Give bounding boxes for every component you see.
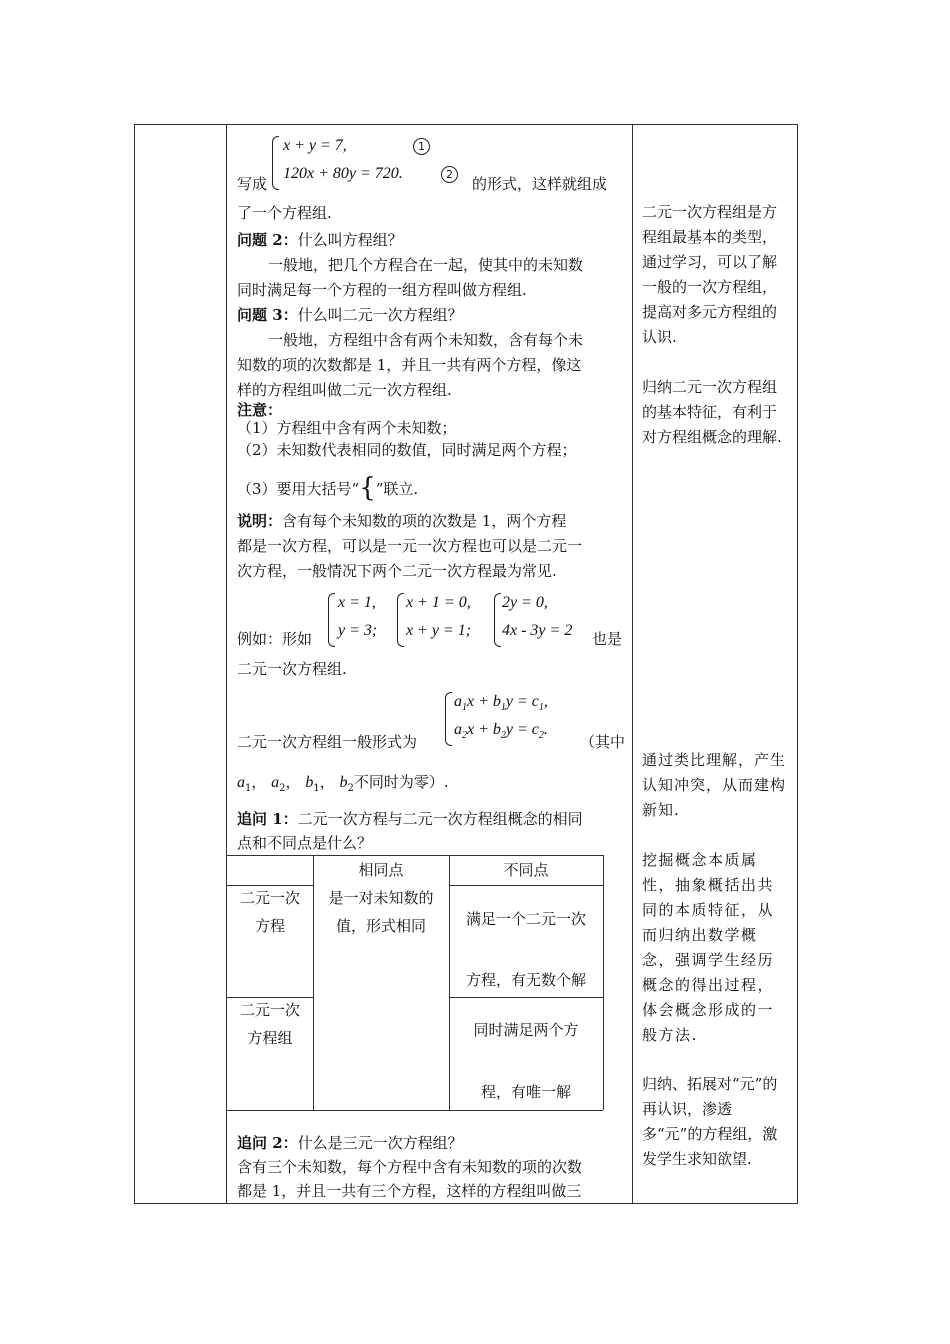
general-form-prefix: 二元一次方程组一般形式为	[237, 733, 418, 751]
header-diff: 不同点	[503, 861, 549, 879]
question-2-label: 问题 2：	[237, 231, 298, 249]
definition-2-line-1: 一般地，方程组中含有两个未知数，含有每个未	[268, 331, 584, 349]
example-suffix: 也是	[592, 630, 623, 648]
follow-up-1-label: 追问 1：	[237, 810, 298, 828]
design-note-3: 通过类比理解，产生认知冲突，从而建构新知.	[642, 751, 787, 819]
example-3-eq-a: 2y = 0,	[502, 594, 548, 611]
text-form-line2: 了一个方程组.	[237, 204, 332, 222]
table-rule	[603, 855, 604, 1110]
explanation-line-3: 次方程，一般情况下两个二元一次方程最为常见.	[237, 562, 557, 580]
row-1-label-b: 方程	[254, 917, 285, 935]
row-2-diff-a: 同时满足两个方	[473, 1021, 579, 1039]
follow-up-2: 追问 2：什么是三元一次方程组？	[237, 1134, 463, 1152]
note-label: 注意：	[237, 401, 283, 419]
note-3-a: （3）要用大括号“	[237, 480, 360, 498]
definition-1-line-2: 同时满足每一个方程的一组方程叫做方程组.	[237, 281, 527, 299]
row-1-label-a: 二元一次	[239, 889, 300, 907]
brace	[272, 136, 279, 190]
row-1-diff-a: 满足一个二元一次	[465, 910, 586, 928]
general-form-suffix: （其中	[580, 733, 626, 751]
design-note-1: 二元一次方程组是方程组最基本的类型，通过学习，可以了解一般的一次方程组，提高对多元方程组的认识.	[642, 203, 778, 346]
example-2-eq-a: x + 1 = 0,	[406, 594, 471, 611]
definition-2-line-3: 样的方程组叫做二元一次方程组.	[237, 381, 452, 399]
follow-up-2-line-2: 都是 1，并且一共有三个方程，这样的方程组叫做三	[237, 1182, 582, 1200]
question-3-text: 什么叫二元一次方程组？	[297, 306, 463, 324]
example-1-eq-b: y = 3;	[338, 622, 378, 639]
explanation-label: 说明：	[237, 512, 283, 530]
follow-up-2-line-1: 含有三个未知数，每个方程中含有未知数的项的次数	[237, 1158, 583, 1176]
general-form-eq-1: $a_1x + b_1y = c_1$,	[454, 693, 548, 714]
note-3	[237, 473, 419, 503]
general-form-eq-2: $a_2x + b_2y = c_2$.	[454, 721, 548, 742]
question-3-label: 问题 3：	[237, 306, 298, 324]
design-note-5: 归纳、拓展对“元”的再认识，渗透多“元”的方程组，激发学生求知欲望.	[642, 1075, 778, 1168]
example-1-eq-a: x = 1,	[338, 594, 376, 611]
example-3-eq-b: 4x - 3y = 2	[502, 622, 573, 639]
table-rule	[227, 1110, 603, 1111]
same-text-b: 值，形式相同	[335, 917, 426, 935]
brace	[397, 593, 404, 647]
row-1-diff-b: 方程，有无数个解	[465, 971, 586, 989]
row-2-label-b: 方程组	[247, 1029, 293, 1047]
design-note-2: 归纳二元一次方程组的基本特征，有利于对方程组概念的理解.	[642, 378, 782, 446]
note-3-b: ”联立.	[375, 480, 419, 498]
explanation-text: 含有每个未知数的项的次数是 1，两个方程	[282, 512, 567, 530]
brace	[494, 593, 501, 647]
equation-2: 120x + 80y = 720.	[283, 165, 403, 182]
follow-up-2-label: 追问 2：	[237, 1134, 298, 1152]
circled-number-2: 2	[441, 166, 458, 183]
coefficients-line: $a_1$， $a_2$， $b_1$， $b_2$不同时为零）.	[237, 773, 449, 794]
circled-number-1: 1	[413, 138, 430, 155]
follow-up-1-line-1: 追问 1：二元一次方程与二元一次方程组概念的相同	[237, 810, 583, 828]
table-rule	[449, 997, 603, 998]
brace-glyph: {	[359, 473, 376, 503]
column-divider-2	[632, 124, 633, 1204]
row-2-diff-b: 程，有唯一解	[480, 1083, 571, 1101]
header-same: 相同点	[358, 861, 404, 879]
note-1: （1）方程组中含有两个未知数；	[237, 419, 457, 437]
explanation-line-1	[237, 509, 566, 533]
same-text-a: 是一对未知数的	[328, 889, 434, 907]
equation-1: x + y = 7,	[283, 137, 347, 154]
example-2-eq-b: x + y = 1;	[406, 622, 472, 639]
text-xiecheng: 写成	[237, 175, 268, 193]
question-2	[237, 228, 403, 252]
design-note-4: 挖掘概念本质属性，抽象概括出共同的本质特征，从而归纳出数学概念，强调学生经历概念的得出过程，体会概念形成的一般方法.	[642, 851, 775, 1044]
example-line-2: 二元一次方程组.	[237, 660, 347, 678]
table-rule	[449, 885, 603, 886]
follow-up-1-line-2: 点和不同点是什么？	[237, 834, 373, 852]
question-2-text: 什么叫方程组？	[297, 231, 403, 249]
question-3	[237, 303, 463, 327]
definition-1-line-1: 一般地，把几个方程合在一起，使其中的未知数	[268, 256, 584, 274]
definition-2-line-2: 知数的项的次数都是 1，并且一共有两个方程，像这	[237, 356, 582, 374]
explanation-line-2: 都是一次方程，可以是一元一次方程也可以是二元一	[237, 537, 583, 555]
row-2-label-a: 二元一次	[239, 1001, 300, 1019]
note-2: （2）未知数代表相同的数值，同时满足两个方程；	[237, 441, 577, 459]
brace	[445, 692, 452, 746]
text-form-suffix: 的形式，这样就组成	[472, 175, 608, 193]
example-prefix: 例如：形如	[237, 630, 313, 648]
brace	[328, 593, 335, 647]
